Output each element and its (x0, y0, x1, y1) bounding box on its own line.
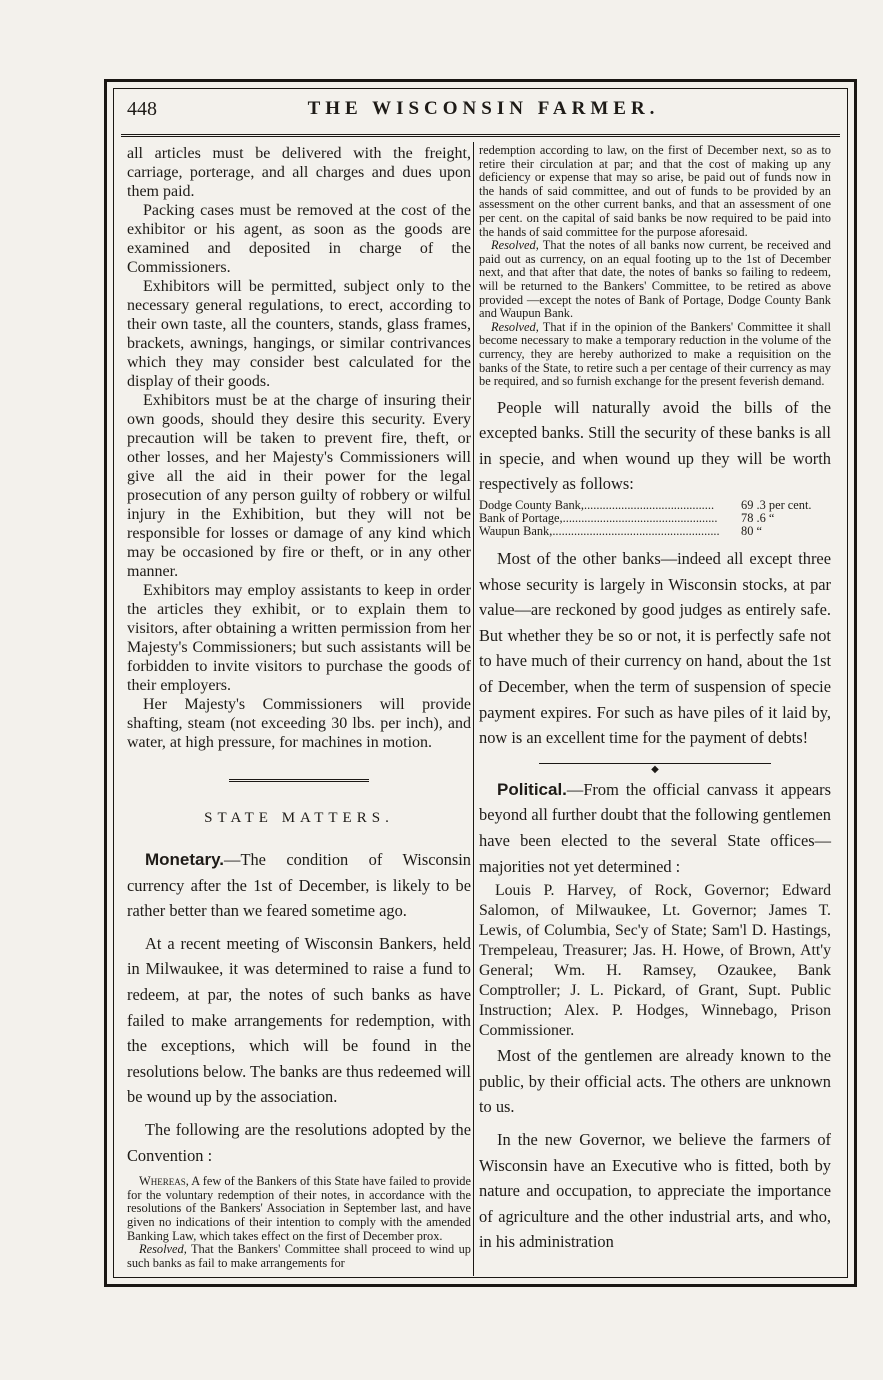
bank-name: Dodge County Bank,.......................................... (479, 499, 715, 513)
political-heading: Political. (497, 779, 567, 799)
paragraph-erect-counters: Exhibitors will be permitted, subject only to the necessary general regulations, to erect, according to their own taste, all the counters, stands, glass frames, brackets, awnings, hangings, or similar contrivances which they may consider best calculated for the display of their goods. (127, 278, 471, 390)
bank-value: 78 .6 “ (741, 511, 775, 526)
page-number: 448 (127, 98, 157, 120)
paragraph-delivery: all articles must be delivered with the freight, carriage, porterage, and all charges and dues upon them paid. (127, 145, 471, 200)
paragraph-new-governor: In the new Governor, we believe the farmers of Wisconsin have an Executive who is fitted, both by nature and occupation, to appreciate the importance of agriculture and the other industrial arts, and who, in his administration (479, 1129, 831, 1252)
banks-article-continued (479, 546, 831, 751)
resolved-3-text: That if in the opinion of the Bankers' Committee it shall become necessary to make a temporary reduction in the volume of the currency, they are hereby authorized to make a requisition on the banks of the State, to retire such a per centage of their currency as may be required, and so furnish exchange for the present feverish demand. (479, 319, 831, 389)
paragraph-resolved-3 (479, 321, 831, 389)
diamond-ornament-icon: ◆ (651, 763, 659, 775)
paragraph-excepted-banks: People will naturally avoid the bills of the excepted banks. Still the security of these banks is all in specie, and when wound up they will be worth respectively as follows: (479, 397, 831, 494)
paragraph-other-banks: Most of the other banks—indeed all except three whose security is largely in Wisconsin stocks, at par value—are reckoned by good judges as entirely safe. But whether they be so or not, it is perfectly safe not to have much of their currency on hand, about the 1st of December, when the term of suspension of specie payment expires. For such as have piles of it laid by, now is an excellent time for the payment of debts! (479, 549, 831, 748)
whereas-text: A few of the Bankers of this State have failed to provide for the voluntary redemption of their notes, in accordance with the resolutions of the Bankers' Association in September last, and have given no indications of their intention to comply with the amended Banking Law, which takes effect on the first of December prox. (127, 1174, 471, 1243)
paragraph-whereas (127, 1175, 471, 1243)
header-rule (121, 134, 840, 138)
paragraph-resolved-1 (127, 1243, 471, 1270)
bank-row (479, 499, 831, 512)
ornament-rule (479, 759, 831, 775)
banks-value-table (479, 499, 831, 538)
right-column (479, 144, 831, 1262)
monetary-article (127, 847, 471, 1168)
resolved-3-lead: Resolved, (491, 319, 539, 334)
resolved-1-lead: Resolved, (139, 1242, 187, 1257)
bank-row (479, 525, 831, 538)
political-text: —From the official canvass it appears beyond all further doubt that the following gentlemen have been elected to the several State offices—majorities not yet determined : (479, 779, 831, 876)
paragraph-packing-cases: Packing cases must be removed at the cost of the exhibitor or his agent, as soon as the goods are examined and deposited in charge of the Commissioners. (127, 202, 471, 276)
paragraph-resolved-1-continued: redemption according to law, on the first of December next, so as to retire their circulation at par; and that the cost of making up any deficiency or expense that may so arise, be paid out of funds now in the hands of said committee, and out of funds to be provided by an assessment on the other current banks, and that an assessment of one per cent. on the capital of said banks be now required to be paid into the hands of said committee for the purpose aforesaid. (479, 143, 831, 239)
whereas-lead: Whereas, (139, 1174, 189, 1189)
officers-list (479, 881, 831, 1041)
section-rule (127, 770, 471, 788)
bank-value: 69 .3 per cent. (741, 498, 812, 513)
resolutions-right (479, 144, 831, 389)
paragraph-assistants: Exhibitors may employ assistants to keep in order the articles they exhibit, or to explain them to visitors, after obtaining a written permission from her Majesty's Commissioners; but such assistants will be forbidden to invite visitors to purchase the goods of their employers. (127, 582, 471, 694)
paragraph-monetary (127, 847, 471, 924)
journal-title: THE WISCONSIN FARMER. (307, 98, 660, 119)
exhibition-rules (127, 144, 471, 752)
paragraph-political (479, 777, 831, 879)
banks-article (479, 395, 831, 497)
political-article (479, 777, 831, 879)
resolutions-left (127, 1175, 471, 1270)
page-header (127, 96, 840, 130)
resolved-2-text: That the notes of all banks now current, be received and paid out as currency, on an equal footing up to the 1st of December next, and that after that date, the notes of banks so failing to redeem, will be returned to the Bankers' Committee, to be retired as above provided —except the notes of Bank of Portage, Dodge County Bank and Waupun Bank. (479, 238, 831, 321)
paragraph-gentlemen-known: Most of the gentlemen are already known to the public, by their official acts. The others are unknown to us. (479, 1046, 831, 1117)
bank-row (479, 512, 831, 525)
bank-name: Waupun Bank,...................................................... (479, 525, 720, 539)
paragraph-officers: Louis P. Harvey, of Rock, Governor; Edward Salomon, of Milwaukee, Lt. Governor; James T. Lewis, of Columbia, Sec'y of State; Sam'l D. Hastings, Trempeleau, Treasurer; Jas. H. Howe, of Brown, Att'y General; Wm. H. Ramsey, Ozaukee, Bank Comptroller; J. L. Pickard, of Grant, Supt. Public Instruction; Alex. P. Hodges, Winnebago, Prison Commissioner. (479, 882, 831, 1040)
paragraph-shafting: Her Majesty's Commissioners will provide shafting, steam (not exceeding 30 lbs. per inch), and water, at high pressure, for machines in motion. (127, 696, 471, 751)
resolved-2-lead: Resolved, (491, 238, 539, 253)
paragraph-bankers-meeting: At a recent meeting of Wisconsin Bankers, held in Milwaukee, it was determined to raise a fund to redeem, at par, the notes of such banks as have failed to make arrangements for redemption, with the exceptions, which will be found in the resolutions below. The banks are thus redeemed will be wound up by the association. (127, 933, 471, 1107)
resolved-1-text: That the Bankers' Committee shall proceed to wind up such banks as fail to make arrangements for (127, 1242, 471, 1270)
left-column (127, 144, 471, 1270)
paragraph-resolutions-intro: The following are the resolutions adopted by the Convention : (127, 1119, 471, 1165)
bank-name: Bank of Portage,.................................................. (479, 512, 718, 526)
monetary-text: —The condition of Wisconsin currency after the 1st of December, is likely to be rather better than we feared sometime ago. (127, 850, 471, 921)
bank-value: 80 “ (741, 524, 762, 539)
political-article-continued (479, 1043, 831, 1255)
paragraph-resolved-2 (479, 239, 831, 321)
paragraph-insuring: Exhibitors must be at the charge of insuring their own goods, should they desire this security. Every precaution will be taken to prevent fire, theft, or other losses, and her Majesty's Commissioners will give all the aid in their power for the legal prosecution of any person guilty of robbery or wilful injury in the Exhibition, but they will not be responsible for losses or damage of any kind which may be occasioned by fire or theft, or in any other manner. (127, 392, 471, 580)
page-frame (104, 79, 857, 1287)
monetary-heading: Monetary. (145, 850, 225, 869)
column-divider (473, 142, 474, 1276)
section-heading: STATE MATTERS. (204, 810, 394, 826)
